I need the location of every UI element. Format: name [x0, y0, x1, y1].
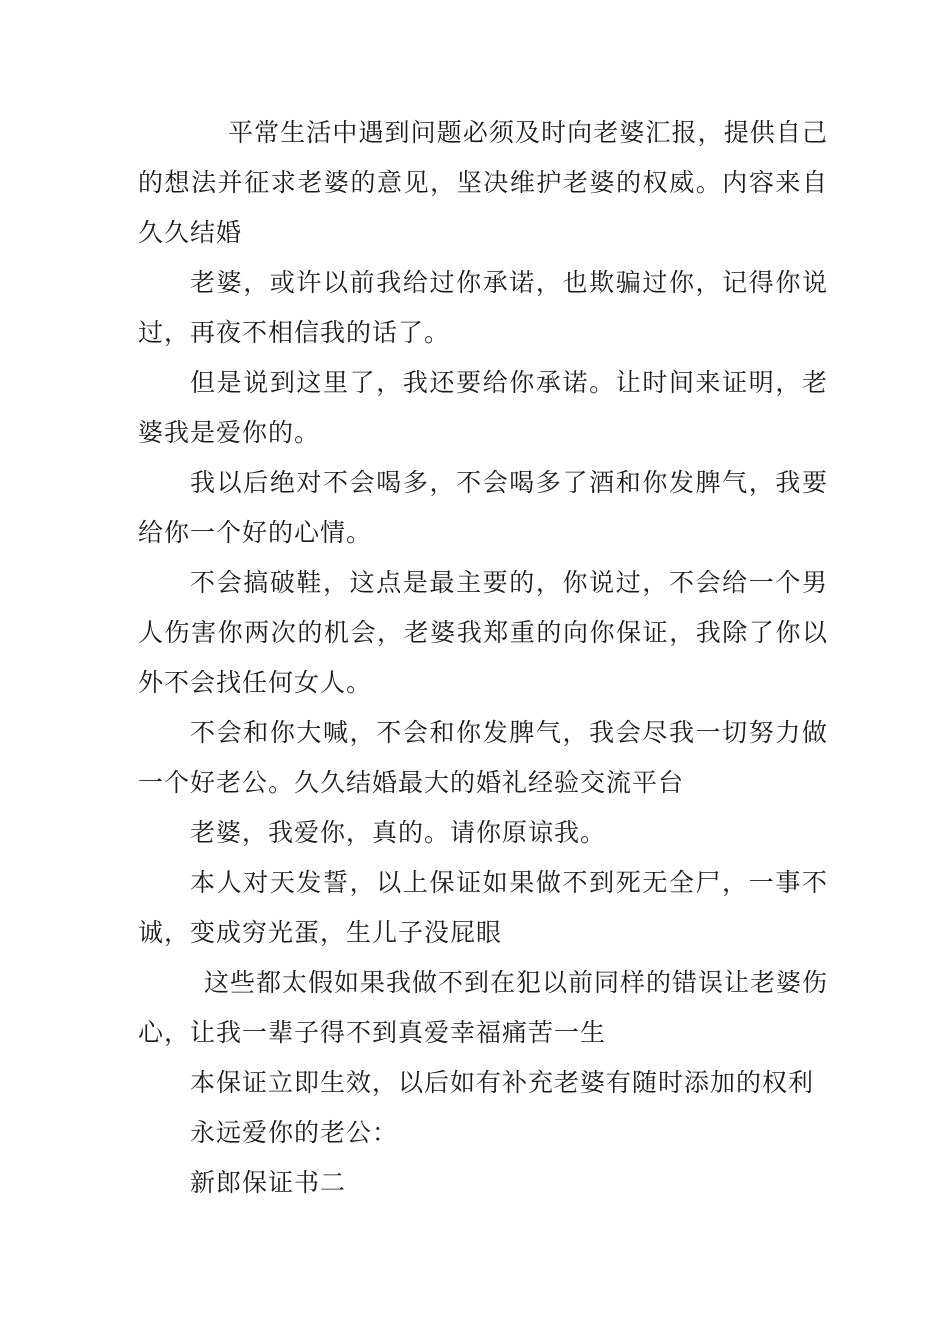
paragraph-no-shouting: 不会和你大喊，不会和你发脾气，我会尽我一切努力做一个好老公。久久结婚最大的婚礼经验交流平台	[138, 718, 828, 797]
paragraph-signature: 永远爱你的老公：	[190, 1118, 399, 1147]
paragraph-oath-alt: 这些都太假如果我做不到在犯以前同样的错误让老婆伤心，让我一辈子得不到真爱幸福痛苦一生	[138, 968, 829, 1047]
paragraph-oath: 本人对天发誓，以上保证如果做不到死无全尸，一事不诚，变成穷光蛋，生儿子没屁眼	[138, 868, 828, 947]
paragraph-no-drinking: 我以后绝对不会喝多，不会喝多了酒和你发脾气，我要给你一个好的心情。	[138, 468, 828, 547]
document-body	[138, 108, 828, 1208]
paragraph-past-promise: 老婆，或许以前我给过你承诺，也欺骗过你，记得你说过，再夜不相信我的话了。	[138, 268, 828, 347]
paragraph-new-promise: 但是说到这里了，我还要给你承诺。让时间来证明，老婆我是爱你的。	[138, 368, 828, 447]
paragraph-report-to-wife: 平常生活中遇到问题必须及时向老婆汇报，提供自己的想法并征求老婆的意见，坚决维护老婆的权威。内容来自久久结婚	[138, 118, 828, 247]
paragraph-effective: 本保证立即生效，以后如有补充老婆有随时添加的权利	[190, 1068, 815, 1097]
paragraph-faithfulness: 不会搞破鞋，这点是最主要的，你说过，不会给一个男人伤害你两次的机会，老婆我郑重的向你保证，我除了你以外不会找任何女人。	[138, 568, 828, 697]
paragraph-next-title: 新郎保证书二	[190, 1168, 347, 1197]
paragraph-i-love-you: 老婆，我爱你，真的。请你原谅我。	[190, 818, 607, 847]
